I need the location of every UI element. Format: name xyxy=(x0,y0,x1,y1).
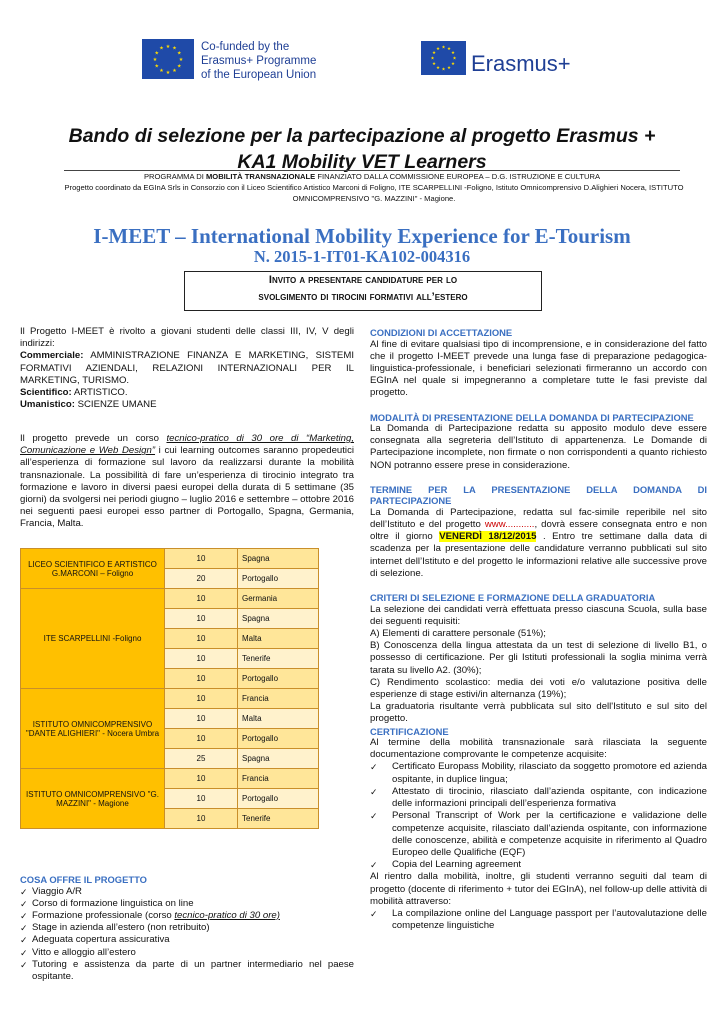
section-text: Al rientro dalla mobilità, inoltre, gli studenti verranno seguiti dal team di progetto (docente di riferimento + tutor dei EGInA), nel follow-up delle attività di mobilità attraverso: xyxy=(370,871,707,907)
list-item: ✓ Tutoring e assistenza da parte di un partner intermediario nel paese ospitante. xyxy=(20,959,354,983)
star-icon: ★ xyxy=(165,43,171,50)
country-cell: Malta xyxy=(238,709,319,729)
offre-list xyxy=(20,886,354,984)
offre-section xyxy=(20,874,354,983)
participants-cell: 20 xyxy=(165,569,238,589)
country-cell: Francia xyxy=(238,689,319,709)
section-text: Al fine di evitare qualsiasi tipo di incomprensione, e in considerazione del fatto che il progetto I-MEET prevede una lunga fase di preparazione pedagogica-linguistica-professionale, i beneficiari selezionati firmeranno un accordo con EGInA nel quale si impegneranno a completare tutte le fasi previste dal progetto. xyxy=(370,338,707,399)
star-icon: ★ xyxy=(165,69,171,76)
section-title: CERTIFICAZIONE xyxy=(370,725,449,737)
star-icon: ★ xyxy=(441,44,446,50)
star-icon: ★ xyxy=(177,63,182,70)
participants-cell: 10 xyxy=(165,789,238,809)
intro-block: Il Progetto I-MEET è rivolto a giovani studenti delle classi III, IV, V degli indirizzi: Commerciale: AMMINISTRAZIONE FINANZA E MARKETING, SISTEMI FORMATIVI AZIENDALI, RELAZIONI INTERNAZIONALI PER IL MARKETING, TURISMO. Scientifico: ARTISTICO. Umanistico: SCIENZE UMANE xyxy=(20,326,354,411)
section-title: TERMINE PER LA PRESENTAZIONE DELLA DOMANDA DI PARTECIPAZIONE xyxy=(370,483,707,507)
star-icon: ★ xyxy=(154,63,159,70)
list-item: ✓ Formazione professionale (corso tecnico-pratico di 30 ore) xyxy=(20,910,354,922)
list-item: ✓ Certificato Europass Mobility, rilasciato da soggetto promotore ed azienda ospitante, in duplice lingua; xyxy=(370,761,707,785)
participants-cell: 10 xyxy=(165,629,238,649)
table-row xyxy=(21,769,319,789)
list-item: ✓ Stage in azienda all’estero (non retribuito) xyxy=(20,922,354,934)
country-cell: Tenerife xyxy=(238,809,319,829)
programme-line: PROGRAMMA DI MOBILITÀ TRANSNAZIONALE FINANZIATO DALLA COMMISSIONE EUROPEA – D.G. ISTRUZIONE E CULTURA xyxy=(64,170,680,182)
participants-cell: 10 xyxy=(165,609,238,629)
table-row xyxy=(21,589,319,609)
country-cell: Portogallo xyxy=(238,789,319,809)
country-cell: Malta xyxy=(238,629,319,649)
list-item: ✓ Viaggio A/R xyxy=(20,886,354,898)
star-icon: ★ xyxy=(178,56,184,63)
invitation-box: Invito a presentare candidature per lo svolgimento di tirocini formativi all’estero xyxy=(184,271,542,311)
list-item: ✓ Corso di formazione linguistica on line xyxy=(20,898,354,910)
star-icon: ★ xyxy=(154,50,159,57)
star-icon: ★ xyxy=(159,45,164,52)
offre-title: COSA OFFRE IL PROGETTO xyxy=(20,874,147,885)
star-icon: ★ xyxy=(435,65,441,71)
deadline-date: VENERDÌ 18/12/2015 xyxy=(439,531,537,543)
participants-cell: 25 xyxy=(165,749,238,769)
followup-list xyxy=(370,908,707,932)
star-icon: ★ xyxy=(451,61,456,67)
right-column xyxy=(370,327,707,932)
section-text: La Domanda di Partecipazione redatta su apposito modulo deve essere consegnata alla segreteria dell’Istituto di appartenenza. Le Domande di Partecipazione incomplete, non firmate o non corrispondenti a quanto richiesto NON potranno essere prese in considerazione. xyxy=(370,423,707,471)
cofunded-text: Co-funded by the Erasmus+ Programme of the European Union xyxy=(201,41,317,81)
project-title: I-MEET – International Mobility Experience for E-Tourism xyxy=(93,224,631,248)
star-icon: ★ xyxy=(431,50,436,56)
table-row xyxy=(21,549,319,569)
star-icon: ★ xyxy=(177,50,182,57)
eu-flag-logo xyxy=(142,39,194,79)
participants-cell: 10 xyxy=(165,669,238,689)
participants-cell: 10 xyxy=(165,769,238,789)
country-cell: Portogallo xyxy=(238,669,319,689)
erasmus-plus-logo: Erasmus+ xyxy=(471,51,571,76)
star-icon: ★ xyxy=(152,56,158,63)
participants-cell: 10 xyxy=(165,549,238,569)
participants-cell: 10 xyxy=(165,709,238,729)
country-cell: Portogallo xyxy=(238,569,319,589)
coordination-text: Progetto coordinato da EGInA Srls in Consorzio con il Liceo Scientifico Artistico Marconi di Foligno, ITE SCARPELLINI -Foligno, Istituto Omnicomprensivo D.Alighieri Nocera, ISTITUTO OMNICOMPRENSIVO "G. MAZZINI" - Magione. xyxy=(64,183,684,203)
star-icon: ★ xyxy=(441,66,446,72)
list-item: ✓ Adeguata copertura assicurativa xyxy=(20,934,354,946)
country-cell: Francia xyxy=(238,769,319,789)
project-number: N. 2015-1-IT01-KA102-004316 xyxy=(253,247,471,266)
star-icon: ★ xyxy=(159,68,164,75)
school-cell: ISTITUTO OMNICOMPRENSIVO "G. MAZZINI" - Magione xyxy=(21,769,165,829)
erasmus-eu-flag-logo xyxy=(421,41,466,75)
section-text: La selezione dei candidati verrà effettuata presso ciascuna Scuola, sulla base dei seguenti requisiti: A) Elementi di carattere personale (51%); B) Conoscenza della lingua attestata da un test di selezione di livello B1, o possesso di certificazione. Per gli Istituti professionali la soglia minima verrà tarata su livello A2. (30%); C) Rendimento scolastico: media dei voti e/o valutazione positiva delle esperienze di stage estivi/in alternanza (19%); La graduatoria risultante verrà pubblicata sul sito dell'Istituto e sul sito del progetto. xyxy=(370,603,707,725)
country-cell: Spagna xyxy=(238,549,319,569)
section-text: Al termine della mobilità transnazionale sarà rilasciata la seguente documentazione comprovante le competenze acquisite: xyxy=(370,737,707,761)
participants-cell: 10 xyxy=(165,809,238,829)
section-title: CONDIZIONI DI ACCETTAZIONE xyxy=(370,327,513,338)
country-cell: Portogallo xyxy=(238,729,319,749)
star-icon: ★ xyxy=(435,46,441,52)
school-cell: ITE SCARPELLINI -Foligno xyxy=(21,589,165,689)
participants-cell: 10 xyxy=(165,689,238,709)
country-cell: Tenerife xyxy=(238,649,319,669)
mobility-table xyxy=(20,548,319,829)
certification-list xyxy=(370,761,707,871)
school-cell: ISTITUTO OMNICOMPRENSIVO "DANTE ALIGHIERI" - Nocera Umbra xyxy=(21,689,165,769)
table-row xyxy=(21,689,319,709)
list-item: ✓ Attestato di tirocinio, rilasciato dall’azienda ospitante, con indicazione delle informazioni principali dell’esperienza formativa xyxy=(370,786,707,810)
participants-cell: 10 xyxy=(165,589,238,609)
document-title: Bando di selezione per la partecipazione al progetto Erasmus + KA1 Mobility VET Learners xyxy=(68,125,656,173)
section-title: CRITERI DI SELEZIONE E FORMAZIONE DELLA GRADUATORIA xyxy=(370,592,656,604)
country-cell: Germania xyxy=(238,589,319,609)
participants-cell: 10 xyxy=(165,649,238,669)
star-icon: ★ xyxy=(172,68,177,75)
section-title: MODALITÀ DI PRESENTAZIONE DELLA DOMANDA DI PARTECIPAZIONE xyxy=(370,411,694,423)
project-link[interactable]: www........... xyxy=(484,519,535,531)
star-icon: ★ xyxy=(452,55,457,61)
list-item: ✓ Vitto e alloggio all’estero xyxy=(20,947,354,959)
star-icon: ★ xyxy=(446,46,452,52)
participants-cell: 10 xyxy=(165,729,238,749)
star-icon: ★ xyxy=(430,55,435,61)
star-icon: ★ xyxy=(431,61,436,67)
school-cell: LICEO SCIENTIFICO E ARTISTICO G.MARCONI – Foligno xyxy=(21,549,165,589)
list-item: ✓ Copia del Learning agreement xyxy=(370,859,707,871)
project-description: Il progetto prevede un corso tecnico-pratico di 30 ore di “Marketing, Comunicazione e Web Design” i cui learning outcomes saranno propedeutici all’esperienza di formazione sul lavoro da realizzarsi durante la mobilità transnazionale. La possibilità di fare un’esperienza di tirocinio integrato tra formazione e lavoro in diversi paesi europei della durata di 5 settimane (35 giorni) da svolgersi nei periodi giugno – luglio 2016 e settembre – ottobre 2016 nei seguenti paesi europei esso partner di Portogallo, Spagna, Germania, Francia, Malta. xyxy=(20,433,354,530)
section-text: La Domanda di Partecipazione, redatta sul fac-simile reperibile nel sito dell’Istituto e del progetto www..........., dovrà essere consegnata entro e non oltre il giorno VENERDÌ 18/12/2015 . Entro tre settimane dalla data di scadenza per la presentazione delle candidature verranno pubblicati sul sito internet dell’Istituto e del progetto le informazioni relative alle successive prove di selezione. xyxy=(370,506,707,579)
star-icon: ★ xyxy=(172,45,177,52)
country-cell: Spagna xyxy=(238,609,319,629)
star-icon: ★ xyxy=(446,65,452,71)
list-item: ✓ La compilazione online del Language passport per l’autovalutazione delle competenze linguistiche xyxy=(370,908,707,932)
star-icon: ★ xyxy=(451,50,456,56)
country-cell: Spagna xyxy=(238,749,319,769)
list-item: ✓ Personal Transcript of Work per la certificazione e validazione delle competenze acquisite, rilasciato dall’azienda ospitante, con informazione delle conoscenze, abilità e competenze acquisite in riferimento al Quadro Europeo delle Qualifiche (EQF) xyxy=(370,810,707,859)
